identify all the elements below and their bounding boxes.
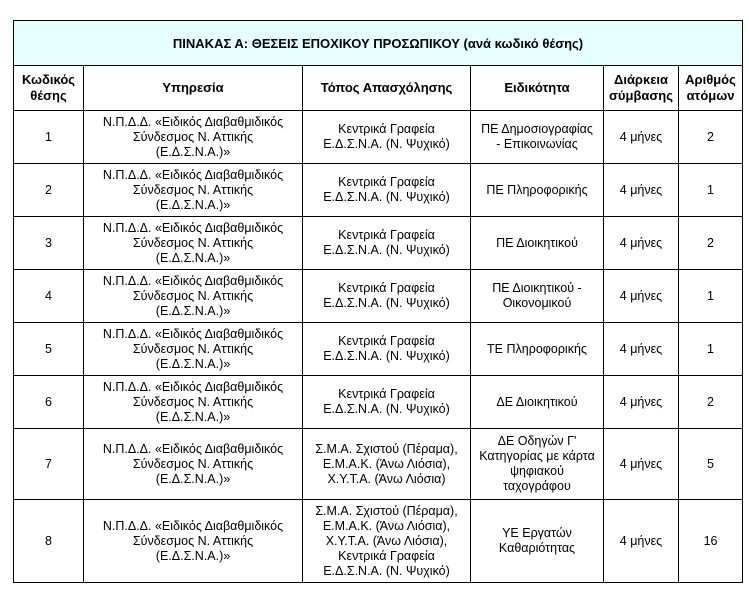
cell-service-line: (Ε.Δ.Σ.Ν.Α.)» [155,409,231,424]
cell-location-line: Ε.Δ.Σ.Ν.Α. (Ν. Ψυχικό) [323,402,450,416]
header-code [14,66,84,111]
cell-specialty-line: Οικονομικού [502,296,572,310]
cell-count: 2 [679,111,743,164]
header-duration [604,66,679,111]
cell-specialty-line: Καθαριότητας [498,541,576,555]
table-row [14,217,743,270]
cell-service-line: Σύνδεσμος Ν. Αττικής [132,533,254,548]
cell-location [303,164,471,217]
cell-location-line: Ε.Δ.Σ.Ν.Α. (Ν. Ψυχικό) [323,349,450,363]
cell-service-line: Σύνδεσμος Ν. Αττικής [132,456,254,471]
cell-specialty [471,429,604,500]
cell-code: 7 [14,429,84,500]
cell-service-line: Ν.Π.Δ.Δ. «Ειδικός Διαβαθμιδικός [102,220,284,235]
cell-service [84,270,303,323]
cell-count: 5 [679,429,743,500]
header-line: Αριθμός [685,72,736,87]
cell-service-line: Σύνδεσμος Ν. Αττικής [132,235,254,250]
cell-duration: 4 μήνες [604,323,679,376]
header-specialty [471,66,604,111]
cell-service-line: (Ε.Δ.Σ.Ν.Α.)» [155,144,231,159]
cell-service-line: Ν.Π.Δ.Δ. «Ειδικός Διαβαθμιδικός [102,441,284,456]
cell-location-line: Χ.Υ.Τ.Α. (Άνω Λιόσια), [325,533,448,548]
cell-location-line: Χ.Υ.Τ.Α. (Άνω Λιόσια) [327,471,446,486]
cell-code: 4 [14,270,84,323]
cell-service [84,429,303,500]
cell-specialty-line: ψηφιακού [510,464,564,478]
table-row [14,323,743,376]
cell-service-line: Ν.Π.Δ.Δ. «Ειδικός Διαβαθμιδικός [102,273,284,288]
cell-specialty [471,376,604,429]
cell-service-line: (Ε.Δ.Σ.Ν.Α.)» [155,356,231,371]
cell-service [84,164,303,217]
table-row [14,111,743,164]
cell-duration: 4 μήνες [604,376,679,429]
cell-specialty-line: ΠΕ Δημοσιογραφίας [481,122,593,136]
header-count [679,66,743,111]
cell-duration: 4 μήνες [604,111,679,164]
cell-location-line: Κεντρικά Γραφεία [338,387,435,401]
header-location [303,66,471,111]
cell-specialty-line: ΠΕ Διοικητικού - [492,281,582,295]
cell-specialty [471,217,604,270]
cell-code: 1 [14,111,84,164]
cell-service [84,376,303,429]
cell-location-line: Ε.Δ.Σ.Ν.Α. (Ν. Ψυχικό) [323,243,450,257]
cell-service-line: (Ε.Δ.Σ.Ν.Α.)» [155,548,231,563]
cell-location-line: Ε.Δ.Σ.Ν.Α. (Ν. Ψυχικό) [323,563,450,578]
cell-service-line: Ν.Π.Δ.Δ. «Ειδικός Διαβαθμιδικός [102,379,284,394]
cell-location [303,217,471,270]
cell-service-line: Σύνδεσμος Ν. Αττικής [132,129,254,144]
cell-location [303,323,471,376]
cell-location-line: Σ.Μ.Α. Σχιστού (Πέραμα), [315,503,458,518]
header-line: θέσης [30,88,67,103]
cell-location-line: Ε.Μ.Α.Κ. (Άνω Λιόσια), [322,456,451,471]
cell-location [303,111,471,164]
cell-service [84,500,303,583]
cell-service-line: Ν.Π.Δ.Δ. «Ειδικός Διαβαθμιδικός [102,114,284,129]
cell-service-line: Ν.Π.Δ.Δ. «Ειδικός Διαβαθμιδικός [102,326,284,341]
cell-location-line: Κεντρικά Γραφεία [338,548,435,563]
table-row [14,376,743,429]
cell-service-line: Σύνδεσμος Ν. Αττικής [132,182,254,197]
cell-specialty-line: ΔΕ Οδηγών Γ' [497,434,577,448]
header-line: ατόμων [686,88,735,103]
cell-code: 8 [14,500,84,583]
header-line: Υπηρεσία [162,80,224,95]
cell-location-line: Ε.Δ.Σ.Ν.Α. (Ν. Ψυχικό) [323,190,450,204]
cell-location-line: Κεντρικά Γραφεία [338,122,435,136]
positions-table [13,20,743,583]
header-line: σύμβασης [609,88,673,103]
cell-service-line: (Ε.Δ.Σ.Ν.Α.)» [155,197,231,212]
cell-specialty [471,164,604,217]
cell-location [303,429,471,500]
cell-count: 2 [679,376,743,429]
cell-specialty [471,323,604,376]
cell-count: 2 [679,217,743,270]
cell-location-line: Ε.Δ.Σ.Ν.Α. (Ν. Ψυχικό) [323,296,450,310]
cell-specialty-line: ταχογράφου [503,479,571,493]
cell-location-line: Κεντρικά Γραφεία [338,228,435,242]
header-row [14,66,743,111]
cell-code: 2 [14,164,84,217]
cell-service-line: Σύνδεσμος Ν. Αττικής [132,394,254,409]
cell-duration: 4 μήνες [604,217,679,270]
cell-count: 16 [679,500,743,583]
cell-specialty [471,270,604,323]
cell-service-line: (Ε.Δ.Σ.Ν.Α.)» [155,250,231,265]
cell-code: 6 [14,376,84,429]
cell-service [84,217,303,270]
cell-specialty-line: ΠΕ Διοικητικού [496,235,578,250]
cell-specialty [471,111,604,164]
cell-location-line: Κεντρικά Γραφεία [338,334,435,348]
cell-specialty-line: - Επικοινωνίας [496,137,578,151]
cell-service [84,323,303,376]
cell-location [303,500,471,583]
cell-location-line: Σ.Μ.Α. Σχιστού (Πέραμα), [315,441,458,456]
cell-location-line: Ε.Μ.Α.Κ. (Άνω Λιόσια), [322,518,451,533]
cell-specialty-line: Κατηγορίας με κάρτα [479,449,595,463]
header-line: Τόπος Απασχόλησης [320,80,453,95]
cell-code: 3 [14,217,84,270]
table-title: ΠΙΝΑΚΑΣ Α: ΘΕΣΕΙΣ ΕΠΟΧΙΚΟΥ ΠΡΟΣΩΠΙΚΟΥ (ανά κωδικό θέσης) [14,21,743,66]
table-row [14,429,743,500]
table-title-row [14,21,743,66]
cell-duration: 4 μήνες [604,270,679,323]
cell-service-line: Ν.Π.Δ.Δ. «Ειδικός Διαβαθμιδικός [102,167,284,182]
cell-specialty-line: ΥΕ Εργατών [502,526,572,540]
header-line: Ειδικότητα [504,80,570,95]
cell-specialty-line: ΤΕ Πληροφορικής [487,341,587,356]
cell-duration: 4 μήνες [604,500,679,583]
cell-count: 1 [679,164,743,217]
cell-location-line: Κεντρικά Γραφεία [338,281,435,295]
header-service [84,66,303,111]
cell-service-line: Σύνδεσμος Ν. Αττικής [132,288,254,303]
cell-specialty-line: ΠΕ Πληροφορικής [486,182,588,197]
cell-location [303,270,471,323]
cell-service-line: Σύνδεσμος Ν. Αττικής [132,341,254,356]
cell-service-line: (Ε.Δ.Σ.Ν.Α.)» [155,303,231,318]
cell-count: 1 [679,323,743,376]
cell-duration: 4 μήνες [604,429,679,500]
header-line: Διάρκεια [613,72,668,87]
cell-service [84,111,303,164]
table-row [14,270,743,323]
cell-count: 1 [679,270,743,323]
cell-location-line: Ε.Δ.Σ.Ν.Α. (Ν. Ψυχικό) [323,137,450,151]
cell-location-line: Κεντρικά Γραφεία [338,175,435,189]
cell-code: 5 [14,323,84,376]
cell-service-line: (Ε.Δ.Σ.Ν.Α.)» [155,471,231,486]
table-row [14,500,743,583]
cell-specialty-line: ΔΕ Διοικητικού [496,394,578,409]
cell-service-line: Ν.Π.Δ.Δ. «Ειδικός Διαβαθμιδικός [102,518,284,533]
cell-duration: 4 μήνες [604,164,679,217]
cell-location [303,376,471,429]
header-line: Κωδικός [21,72,76,87]
cell-specialty [471,500,604,583]
table-row [14,164,743,217]
